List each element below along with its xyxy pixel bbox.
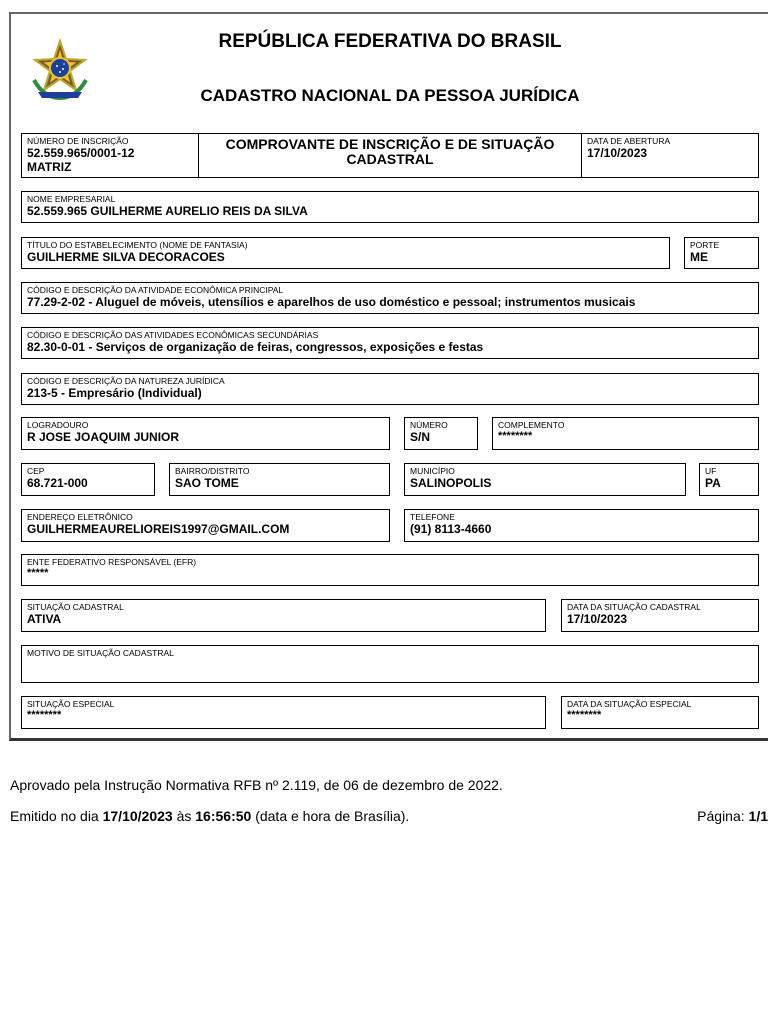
efr-label: ENTE FEDERATIVO RESPONSÁVEL (EFR) — [27, 557, 197, 567]
cep-label: CEP — [27, 466, 45, 476]
email-value: GUILHERMEAURELIOREIS1997@GMAIL.COM — [27, 522, 290, 536]
efr-box — [21, 554, 759, 586]
telefone-value: (91) 8113-4660 — [410, 522, 492, 536]
inscricao-box — [21, 133, 199, 178]
efr-value: ***** — [27, 567, 49, 579]
emitido-date: 17/10/2023 — [102, 808, 173, 824]
porte-label: PORTE — [690, 240, 720, 250]
uf-value: PA — [705, 476, 721, 490]
atividades-secundarias-box — [21, 327, 759, 359]
pagina-label: Página: — [697, 808, 749, 824]
bairro-label: BAIRRO/DISTRITO — [175, 466, 250, 476]
inscricao-label: NÚMERO DE INSCRIÇÃO — [27, 136, 129, 146]
pagina-text — [697, 808, 768, 824]
natureza-box — [21, 373, 759, 405]
atividades-secundarias-value: 82.30-0-01 - Serviços de organização de feiras, congressos, exposições e festas — [27, 340, 484, 354]
municipio-box — [404, 463, 686, 496]
numero-box — [404, 417, 478, 450]
situacao-value: ATIVA — [27, 612, 62, 626]
fantasia-value: GUILHERME SILVA DECORACOES — [27, 250, 225, 264]
page-subtitle: CADASTRO NACIONAL DA PESSOA JURÍDICA — [200, 86, 580, 105]
atividade-principal-value: 77.29-2-02 - Aluguel de móveis, utensílios e aparelhos de uso doméstico e pessoal; instrumentos musicais — [27, 295, 636, 309]
email-box — [21, 509, 390, 542]
data-situacao-especial-value: ******** — [567, 709, 602, 721]
data-situacao-box — [561, 599, 759, 632]
inscricao-value: 52.559.965/0001-12 — [27, 146, 135, 160]
municipio-value: SALINOPOLIS — [410, 476, 492, 490]
comprovante-line2: CADASTRAL — [346, 151, 434, 167]
inscricao-tipo: MATRIZ — [27, 160, 72, 174]
email-label: ENDEREÇO ELETRÔNICO — [27, 512, 133, 522]
aprovado-text: Aprovado pela Instrução Normativa RFB nº 2.119, de 06 de dezembro de 2022. — [10, 777, 503, 793]
abertura-value: 17/10/2023 — [587, 146, 648, 160]
situacao-label: SITUAÇÃO CADASTRAL — [27, 602, 124, 612]
motivo-label: MOTIVO DE SITUAÇÃO CADASTRAL — [27, 648, 174, 658]
fantasia-label: TÍTULO DO ESTABELECIMENTO (NOME DE FANTASIA) — [27, 240, 248, 250]
logradouro-box — [21, 417, 390, 450]
municipio-label: MUNICÍPIO — [410, 466, 455, 476]
bairro-box — [169, 463, 390, 496]
fantasia-box — [21, 237, 670, 269]
emitido-text — [10, 808, 409, 824]
complemento-box — [492, 417, 759, 450]
bairro-value: SAO TOME — [175, 476, 239, 490]
comprovante-line1: COMPROVANTE DE INSCRIÇÃO E DE SITUAÇÃO — [225, 136, 555, 152]
data-situacao-value: 17/10/2023 — [567, 612, 628, 626]
complemento-value: ******** — [498, 430, 533, 442]
porte-value: ME — [690, 250, 708, 264]
motivo-box — [21, 645, 759, 683]
atividade-principal-box — [21, 282, 759, 314]
data-situacao-especial-box — [561, 696, 759, 729]
nome-label: NOME EMPRESARIAL — [27, 194, 116, 204]
emitido-mid: às — [172, 808, 196, 824]
data-situacao-especial-label: DATA DA SITUAÇÃO ESPECIAL — [567, 699, 692, 709]
situacao-especial-label: SITUAÇÃO ESPECIAL — [27, 699, 115, 709]
logradouro-label: LOGRADOURO — [27, 420, 89, 430]
logradouro-value: R JOSE JOAQUIM JUNIOR — [27, 430, 180, 444]
atividade-principal-label: CÓDIGO E DESCRIÇÃO DA ATIVIDADE ECONÔMICA PRINCIPAL — [27, 285, 284, 295]
atividades-secundarias-label: CÓDIGO E DESCRIÇÃO DAS ATIVIDADES ECONÔMICAS SECUNDÁRIAS — [27, 330, 319, 340]
telefone-label: TELEFONE — [410, 512, 455, 522]
nome-box — [21, 191, 759, 223]
abertura-box — [581, 133, 759, 178]
situacao-box — [21, 599, 546, 632]
emitido-prefix: Emitido no dia — [10, 808, 103, 824]
nome-value: 52.559.965 GUILHERME AURELIO REIS DA SILVA — [27, 204, 308, 218]
emitido-suffix: (data e hora de Brasília). — [251, 808, 410, 824]
complemento-label: COMPLEMENTO — [498, 420, 565, 430]
numero-value: S/N — [410, 430, 431, 444]
situacao-especial-value: ******** — [27, 709, 62, 721]
uf-box — [699, 463, 759, 496]
comprovante-box — [198, 133, 582, 178]
cep-box — [21, 463, 155, 496]
cep-value: 68.721-000 — [27, 476, 88, 490]
pagina-value: 1/1 — [748, 808, 768, 824]
page-title: REPÚBLICA FEDERATIVA DO BRASIL — [218, 31, 562, 52]
abertura-label: DATA DE ABERTURA — [587, 136, 671, 146]
porte-box — [684, 237, 759, 269]
emitido-time: 16:56:50 — [195, 808, 252, 824]
uf-label: UF — [705, 466, 717, 476]
natureza-value: 213-5 - Empresário (Individual) — [27, 386, 202, 400]
telefone-box — [404, 509, 759, 542]
data-situacao-label: DATA DA SITUAÇÃO CADASTRAL — [567, 602, 701, 612]
situacao-especial-box — [21, 696, 546, 729]
numero-label: NÚMERO — [410, 420, 448, 430]
natureza-label: CÓDIGO E DESCRIÇÃO DA NATUREZA JURÍDICA — [27, 376, 225, 386]
